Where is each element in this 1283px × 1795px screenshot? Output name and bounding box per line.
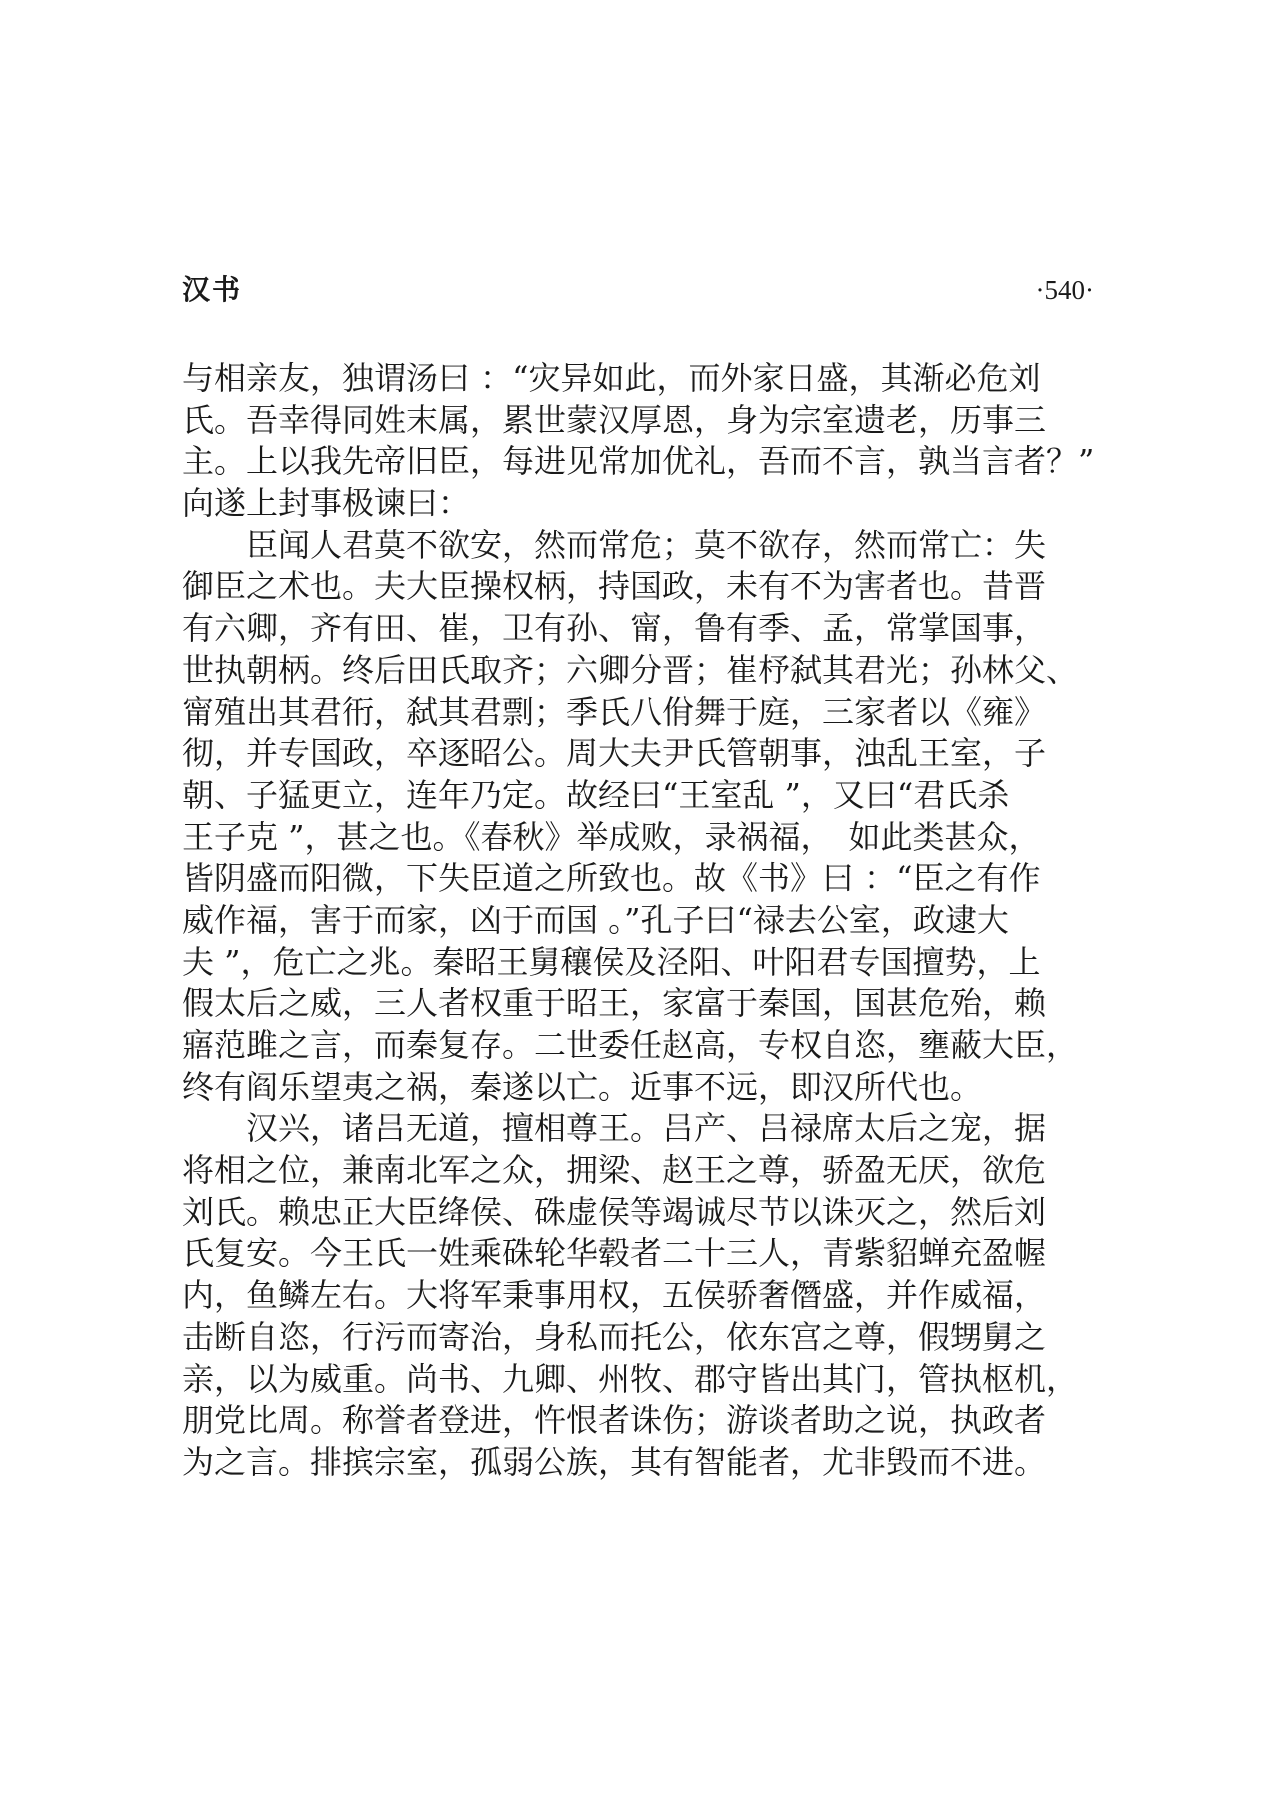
text-line: 内，鱼鳞左右。大将军秉事用权，五侯骄奢僭盛，并作威福， [182,1276,1047,1315]
text-line: 臣闻人君莫不欲安，然而常危；莫不欲存，然而常亡：失 [182,525,1047,564]
text-line: 有六卿，齐有田、崔，卫有孙、甯，鲁有季、孟，常掌国事， [182,609,1047,648]
text-line: 主。上以我先帝旧臣，每进见常加优礼，吾而不言，孰当言者？” [182,442,1095,481]
text-line: 世执朝柄。终后田氏取齐；六卿分晋；崔杼弑其君光；孙林父、 [182,650,1079,689]
text-line: 氏复安。今王氏一姓乘硃轮华毂者二十三人，青紫貂蝉充盈幄 [182,1234,1047,1273]
text-line: 彻，并专国政，卒逐昭公。周大夫尹氏管朝事，浊乱王室，子 [182,734,1047,773]
text-line: 氏。吾幸得同姓末属，累世蒙汉厚恩，身为宗室遗老，历事三 [182,400,1047,439]
book-title: 汉书 [182,273,243,306]
text-line: 威作福，害于而家，凶于而国 。”孔子曰“禄去公室，政逮大 [182,900,1009,939]
text-line: 甯殖出其君衎，弑其君剽；季氏八佾舞于庭，三家者以《雍》 [182,692,1047,731]
text-line: 将相之位，兼南北军之众，拥梁、赵王之尊，骄盈无厌，欲危 [182,1151,1047,1190]
page-number: ·540· [1035,275,1094,305]
text-line: 终有阎乐望夷之祸，秦遂以亡。近事不远，即汉所代也。 [182,1067,983,1106]
text-line: 与相亲友，独谓汤曰 ：“灾异如此，而外家日盛，其渐必危刘 [182,359,1041,397]
text-line: 击断自恣，行污而寄治，身私而托公，依东宫之尊，假甥舅之 [182,1317,1047,1356]
text-line: 刘氏。赖忠正大臣绛侯、硃虚侯等竭诚尽节以诛灭之，然后刘 [182,1192,1047,1231]
text-line: 王子克 ”，甚之也。《春秋》举成败，录祸福， 如此类甚众， [182,817,1041,856]
text-line: 朝、子猛更立，连年乃定。故经曰“王室乱 ”，又曰“君氏杀 [182,775,1010,814]
text-line: 向遂上封事极谏曰： [182,484,471,523]
text-line: 寤范雎之言，而秦复存。二世委任赵高，专权自恣，壅蔽大臣， [182,1026,1079,1064]
text-line: 假太后之威，三人者权重于昭王，家富于秦国，国甚危殆，赖 [182,984,1047,1023]
text-line: 御臣之术也。夫大臣操权柄，持国政，未有不为害者也。昔晋 [182,567,1047,606]
text-line: 夫 ”，危亡之兆。秦昭王舅穰侯及泾阳、叶阳君专国擅势，上 [182,942,1041,981]
text-line: 汉兴，诸吕无道，擅相尊王。吕产、吕禄席太后之宠，据 [182,1109,1047,1148]
text-line: 朋党比周。称誉者登进，忤恨者诛伤；游谈者助之说，执政者 [182,1401,1047,1440]
text-line: 为之言。排摈宗室，孤弱公族，其有智能者，尤非毁而不进。 [182,1442,1047,1481]
text-line: 皆阴盛而阳微，下失臣道之所致也。故《书》曰 ：“臣之有作 [182,859,1041,898]
text-line: 亲，以为威重。尚书、九卿、州牧、郡守皆出其门，管执枢机， [182,1359,1079,1398]
running-header [182,272,1094,312]
body-text [182,358,1094,1484]
